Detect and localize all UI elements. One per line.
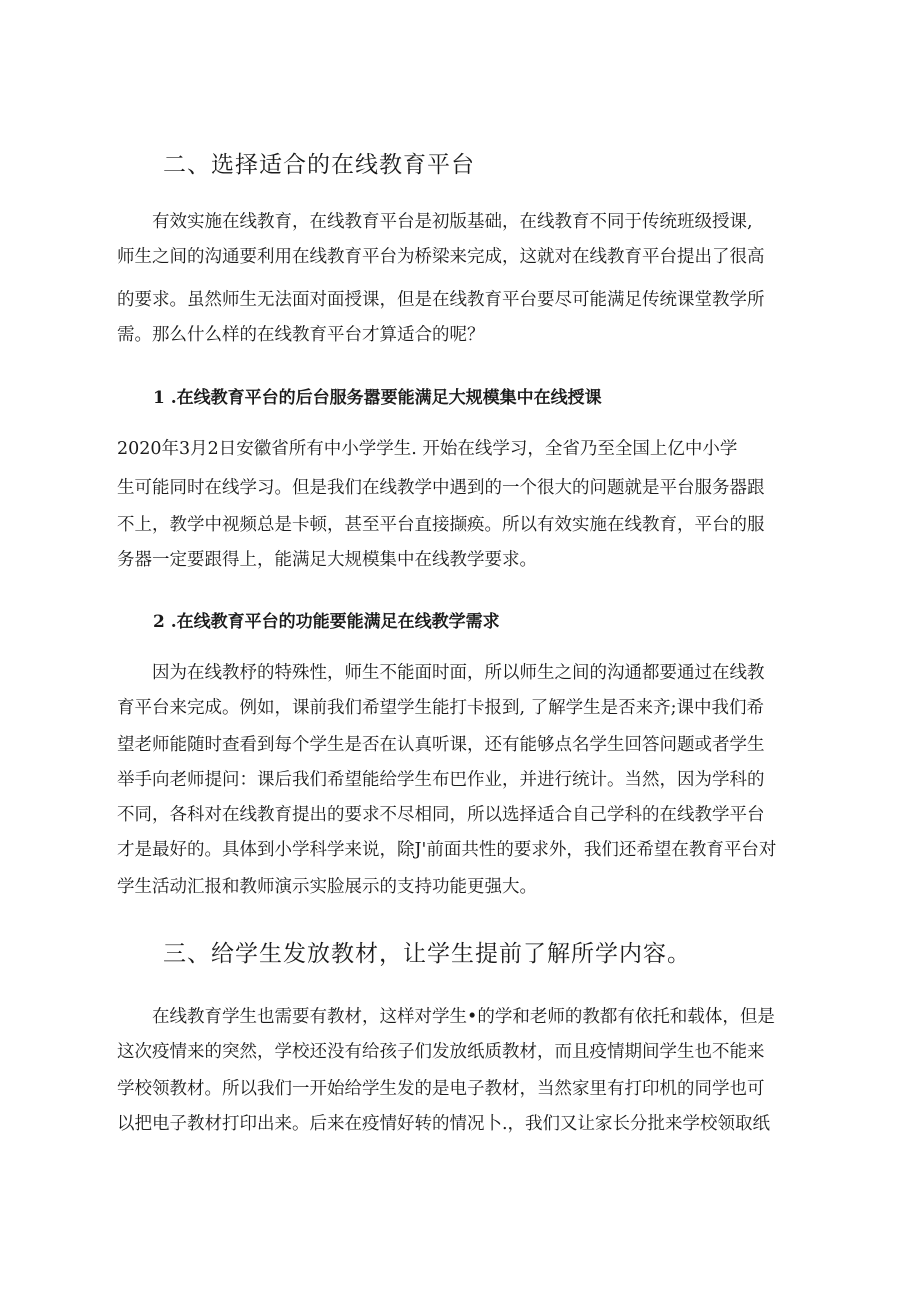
item-2-line-5: 不同，各科对在线教育提出的要求不尽相同，所以选择适合自己学科的在线教学平台 — [117, 805, 765, 825]
section-2-intro-line-3: 的要求。虽然师生无法面对面授课，但是在线教育平台要尽可能满足传统课堂教学所 — [117, 290, 765, 310]
item-1-line-1: 2020年3月2日安徽省所有中小学学生. 开始在线学习，全省乃至全国上亿中小学 — [117, 439, 738, 459]
item-2-line-3: 望老师能随时查看到每个学生是否在认真听课，还有能够点名学生回答问题或者学生 — [117, 735, 765, 755]
section-3-line-2: 这次疫情来的突然，学校还没有给孩子们发放纸质教材，而且疫情期间学生也不能来 — [117, 1042, 765, 1062]
section-3-line-4: 以把电子教材打印出来。后来在疫情好转的情况卜.，我们又让家长分批来学校领取纸 — [117, 1114, 771, 1134]
item-1-heading: 1 .在线教育平台的后台服务嚣要能满足大规模集中在线授课 — [153, 388, 602, 408]
item-2-line-7: 学生活动汇报和教师演示实脸展示的支持功能更强大。 — [117, 877, 537, 897]
section-2-intro-line-4: 需。那么什么样的在线教育平台才算适合的呢？ — [117, 325, 485, 345]
section-3-heading: 三、给学生发放教材，让学生提前了解所学内容。 — [163, 941, 691, 967]
item-2-line-2: 育平台来完成。例如，课前我们希望学生能打卡报到, 了解学生是否来齐;课中我们希 — [117, 698, 765, 718]
section-2-intro-line-2: 师生之间的沟通要利用在线教育平台为桥梁来完成，这就对在线教育平台提出了很高 — [117, 247, 765, 267]
section-3-line-3: 学校领教材。所以我们一开始给学生发的是电子教材，当然家里有打印机的同学也可 — [117, 1079, 765, 1099]
item-1-line-4: 务器一定要跟得上，能满足大规模集中在线教学要求。 — [117, 550, 537, 570]
section-2-heading: 二、选择适合的在线教育平台 — [163, 152, 475, 178]
item-2-heading: 2 .在线教育平台的功能要能满足在线教学需求 — [153, 612, 500, 632]
item-2-line-1: 因为在线教杼的特殊性，师生不能面时面，所以师生之间的沟通都要通过在线教 — [152, 663, 765, 683]
item-1-line-3: 不上，教学中视频总是卡顿，甚至平台直接撷痪。所以有效实施在线教育，平台的服 — [117, 515, 765, 535]
item-2-line-4: 举手向老师提问：课后我们希望能给学生布巴作业，并进行统计。当然，因为学科的 — [117, 770, 765, 790]
section-2-intro-line-1: 有效实施在线教育，在线教育平台是初版基础，在线教育不同于传统班级授课, — [152, 212, 753, 232]
item-2-line-6: 才是最好的。具体到小学科学来说，除J'前面共性的要求外，我们还希望在教育平台对 — [117, 840, 777, 860]
section-3-line-1: 在线教育学生也需要有教材，这样对学生•的学和老师的教都有依托和载体，但是 — [152, 1007, 775, 1027]
item-1-line-2: 生可能同时在线学习。但是我们在线教学中遇到的一个很大的问题就是平台服务器跟 — [117, 478, 765, 498]
